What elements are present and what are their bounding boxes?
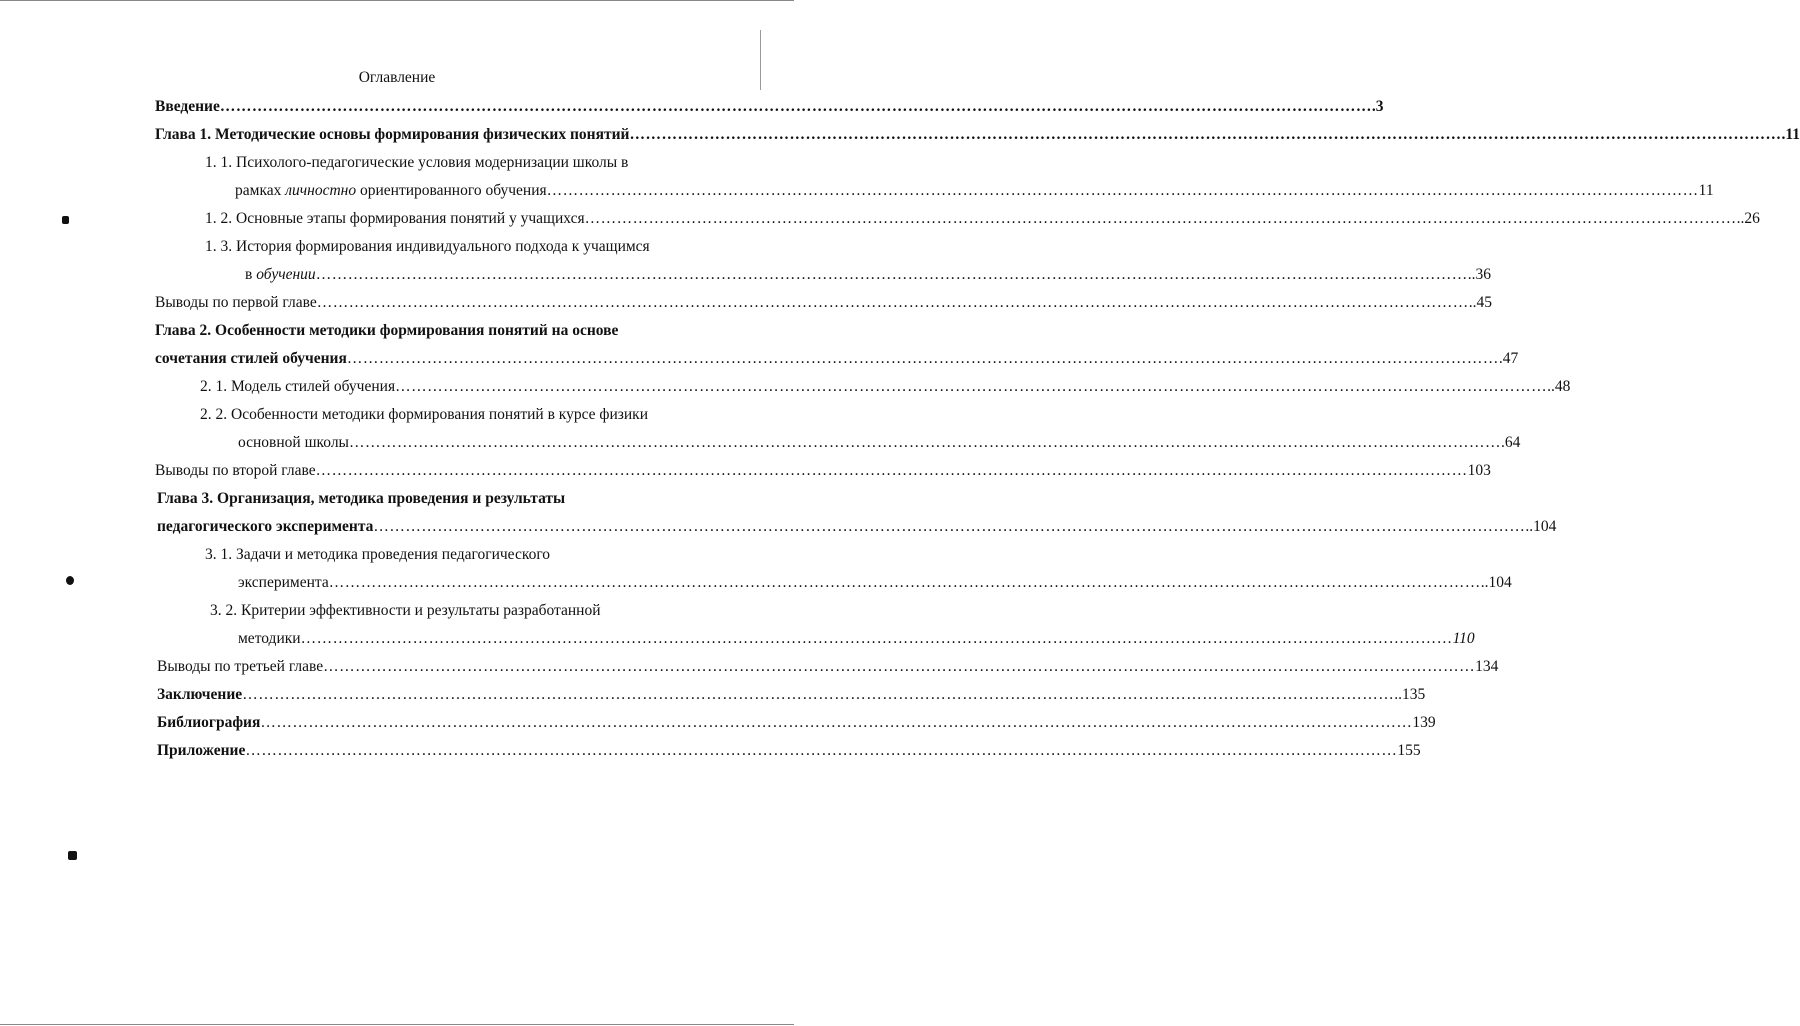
leader-dots: ………………………………………………………………………………………………………………………………………………………………………………………………: [323, 658, 1476, 675]
leader-dots: ………………………………………………………………………………………………………………………………………………………………………………………………: [219, 98, 1372, 115]
page-number: ..104: [1480, 574, 1512, 591]
leader-dots: ………………………………………………………………………………………………………………………………………………………………………………………………: [315, 462, 1468, 479]
toc-entry-intro: [155, 97, 1384, 117]
page-number: ..45: [1468, 294, 1492, 311]
leader-dots: ………………………………………………………………………………………………………………………………………………………………………………………………: [395, 378, 1548, 395]
toc-entry-2-2-line2: [238, 433, 1521, 453]
leader-dots: ………………………………………………………………………………………………………………………………………………………………………………………………: [315, 266, 1468, 283]
leader-dots: ………………………………………………………………………………………………………………………………………………………………………………………………: [245, 742, 1398, 759]
toc-entry-2-1: [200, 377, 1571, 397]
toc-label-italic: личностно: [285, 182, 357, 199]
page-number: ..26: [1736, 210, 1760, 227]
page-number: 110: [1452, 630, 1475, 647]
page-number: 134: [1475, 658, 1499, 675]
leader-dots: ………………………………………………………………………………………………………………………………………………………………………………………………: [584, 210, 1737, 227]
toc-entry-3-1-line1: 3. 1. Задачи и методика проведения педагогического: [205, 546, 551, 563]
toc-entry-conclusions-2: [155, 461, 1491, 481]
toc-entry-appendix: [157, 741, 1421, 761]
page-number: .11: [1781, 126, 1800, 143]
toc-entry-1-2: [205, 209, 1760, 229]
page-number: .64: [1500, 434, 1521, 451]
toc-label: 2. 1. Модель стилей обучения: [200, 378, 396, 395]
toc-label: педагогического эксперимента: [157, 518, 374, 535]
toc-entry-1-3-line1: 1. 3. История формирования индивидуального подхода к учащимся: [205, 238, 650, 255]
leader-dots: ………………………………………………………………………………………………………………………………………………………………………………………………: [242, 686, 1395, 703]
toc-label: Введение: [155, 98, 220, 115]
page-number: .47: [1498, 350, 1519, 367]
leader-dots: ………………………………………………………………………………………………………………………………………………………………………………………………: [373, 518, 1526, 535]
toc-label: методики: [238, 630, 301, 647]
toc-entry-chapter-2-line2: [155, 349, 1519, 369]
page-number: .3: [1371, 98, 1384, 115]
page-number: 139: [1412, 714, 1436, 731]
scan-speck-1: [62, 216, 69, 224]
leader-dots: ………………………………………………………………………………………………………………………………………………………………………………………………: [260, 714, 1413, 731]
leader-dots: ………………………………………………………………………………………………………………………………………………………………………………………………: [546, 182, 1699, 199]
toc-label: эксперимента: [238, 574, 329, 591]
toc-entry-conclusion: [157, 685, 1426, 705]
toc-label-pre: в: [245, 266, 257, 283]
toc-entry-1-1-line2: [235, 181, 1714, 201]
page-number: 103: [1467, 462, 1491, 479]
toc-label: [245, 265, 316, 285]
leader-dots: ………………………………………………………………………………………………………………………………………………………………………………………………: [328, 574, 1481, 591]
toc-label: основной школы: [238, 434, 349, 451]
page-number: ..36: [1467, 266, 1491, 283]
toc-entry-chapter-3-line2: [157, 517, 1557, 537]
page-number: ..135: [1394, 686, 1426, 703]
page-number: 11: [1698, 182, 1714, 199]
toc-label: Выводы по третьей главе: [157, 658, 324, 675]
toc-entry-chapter-3-line1: Глава 3. Организация, методика проведения и результаты: [157, 490, 566, 507]
toc-entry-3-2-line2: [238, 629, 1475, 649]
scan-edge-line-top: [0, 0, 794, 1]
toc-entry-bibliography: [157, 713, 1436, 733]
toc-entry-2-2-line1: 2. 2. Особенности методики формирования понятий в курсе физики: [200, 406, 648, 423]
toc-label: [235, 181, 547, 201]
leader-dots: ………………………………………………………………………………………………………………………………………………………………………………………………: [346, 350, 1499, 367]
toc-entry-3-2-line1: 3. 2. Критерии эффективности и результаты разработанной: [210, 602, 601, 619]
scan-speck-2: [66, 576, 74, 585]
toc-label-pre: рамках: [235, 182, 286, 199]
toc-entry-conclusions-3: [157, 657, 1499, 677]
toc-label-post: ориентированного обучения: [356, 182, 547, 199]
toc-entry-conclusions-1: [155, 293, 1492, 313]
toc-label: Выводы по второй главе: [155, 462, 316, 479]
page-number: ..104: [1525, 518, 1557, 535]
toc-label: Библиография: [157, 714, 261, 731]
toc-label: 1. 2. Основные этапы формирования понятий у учащихся: [205, 210, 585, 227]
toc-entry-chapter-1: [155, 125, 1800, 145]
page-number: 155: [1397, 742, 1421, 759]
scan-speck-3: [68, 851, 77, 860]
toc-label: Выводы по первой главе: [155, 294, 317, 311]
leader-dots: ………………………………………………………………………………………………………………………………………………………………………………………………: [300, 630, 1453, 647]
leader-dots: ………………………………………………………………………………………………………………………………………………………………………………………………: [629, 126, 1782, 143]
toc-label: Заключение: [157, 686, 243, 703]
leader-dots: ………………………………………………………………………………………………………………………………………………………………………………………………: [316, 294, 1469, 311]
toc-label: Приложение: [157, 742, 246, 759]
page-title: Оглавление: [358, 69, 436, 86]
scan-edge-line-bottom: [0, 1024, 794, 1025]
toc-entry-chapter-2-line1: Глава 2. Особенности методики формирования понятий на основе: [155, 322, 619, 339]
leader-dots: ………………………………………………………………………………………………………………………………………………………………………………………………: [348, 434, 1501, 451]
toc-label: Глава 1. Методические основы формирования физических понятий: [155, 126, 630, 143]
toc-label: сочетания стилей обучения: [155, 350, 347, 367]
toc-entry-1-3-line2: [245, 265, 1491, 285]
page-number: ..48: [1547, 378, 1571, 395]
toc-entry-3-1-line2: [238, 573, 1512, 593]
toc-label-italic: обучении: [256, 266, 316, 283]
toc-entry-1-1-line1: 1. 1. Психолого-педагогические условия модернизации школы в: [205, 154, 629, 171]
